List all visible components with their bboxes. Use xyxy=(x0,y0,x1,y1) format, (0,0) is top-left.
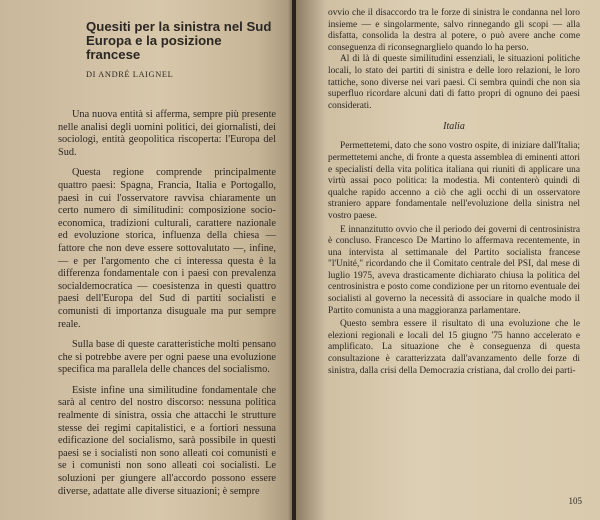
right-paragraph-5: Questo sembra essere il risultato di una evoluzione che le elezioni regionali e locali del 15 giugno '75 hanno accelerato e amplificato. La situazione che è conseguenza di questa consultazione è caratterizzata dall'avanzamento delle forze di sinistra, dalla crisi della Democrazia cristiana, dal crollo dei parti- xyxy=(328,319,580,376)
right-page xyxy=(296,0,600,520)
left-page xyxy=(0,0,292,520)
left-paragraph-4: Esiste infine una similitudine fondamentale che sarà al centro del nostro discorso: nessuna politica realmente di sinistra, ossia che attacchi le strutture stesse dei regimi capitalistici, e a fortiori nessuna edificazione del socialismo, sarà possibile in questi paesi se i socialisti non sono alleati coi comunisti e se i comunisti non sono alleati coi socialisti. Le soluzioni per giungere all'accordo possono essere diverse, adattate alle diverse situazioni; è sempre xyxy=(58,384,276,497)
right-page-content xyxy=(328,8,580,377)
article-title: Quesiti per la sinistra nel Sud Europa e la posizione francese xyxy=(86,19,272,62)
right-paragraph-1: ovvio che il disaccordo tra le forze di sinistra le condanna nel loro insieme — e singolarmente, salvo rinnegando gli scopi — alla disfatta, consolida la destra al potere, o può avere anche come conseguenza di riconsegnarglielo quando lo ha perso. xyxy=(328,8,580,53)
section-title-italia: Italia xyxy=(443,121,465,133)
left-page-body xyxy=(58,109,276,498)
right-paragraph-2: Al di là di queste similitudini essenziali, le situazioni politiche locali, lo stato dei partiti di sinistra e delle loro relazioni, le loro tattiche, sono diverse nei vari paesi. Ci sembra quindi che non sia superfluo ricordare alcuni dati di fatto propri di ognuno dei paesi considerati. xyxy=(328,54,580,111)
right-paragraph-3: Permettetemi, dato che sono vostro ospite, di iniziare dall'Italia; permettetemi anche, di fronte a questa assemblea di eminenti attori e specialisti della vita politica italiana qui riuniti di applicare una virtù assai poco politica: la modestia. Mi contenterò quindi di qualche rapido accenno a ciò che agli occhi di un osservatore straniero appare fondamentale nell'evoluzione della sinistra nel vostro paese. xyxy=(328,141,580,221)
right-paragraph-4: E innanzitutto ovvio che il periodo dei governi di centrosinistra è concluso. Francesco De Martino lo affermava recentemente, in una intervista al settimanale del Partito socialista francese "l'Unité," ricordando che il Comitato centrale del PSI, dal mese di luglio 1975, aveva drasticamente dichiarato chiusa la politica del centrosinistra e posto come condizione per un ritorno eventuale dei socialisti al governo la necessità di associare in qualche modo il Partito comunista a una maggioranza parlamentare. xyxy=(328,224,580,316)
left-page-content xyxy=(58,20,276,506)
left-paragraph-3: Sulla base di queste caratteristiche molti pensano che si potrebbe avere per ogni paese una evoluzione specifica ma parallela delle chances del socialismo. xyxy=(58,339,276,376)
article-author: DI ANDRÉ LAIGNEL xyxy=(86,70,174,79)
left-paragraph-1: Una nuova entità si afferma, sempre più presente nelle analisi degli uomini politici, dei giornalisti, dei sociologi, entità geopolitica riscoperta: l'Europa del Sud. xyxy=(58,109,276,158)
left-paragraph-2: Questa regione comprende principalmente quattro paesi: Spagna, Francia, Italia e Portogallo, paesi in cui l'osservatore ravvisa chiaramente un certo numero di similitudini: composizione socio-economica, tradizioni culturali, carattere nazionale ed evoluzione storica, influenza della chiesa — fattore che non deve essere sottovalutato —, infine, — e per l'argomento che ci interessa questa è la differenza fondamentale con i paesi con prevalenza socialdemocratica — coesistenza in questi quattro paesi dell'Europa del Sud di partiti socialisti e comunisti di importanza disuguale ma pur sempre reale. xyxy=(58,167,276,330)
page-number: 105 xyxy=(568,496,582,506)
